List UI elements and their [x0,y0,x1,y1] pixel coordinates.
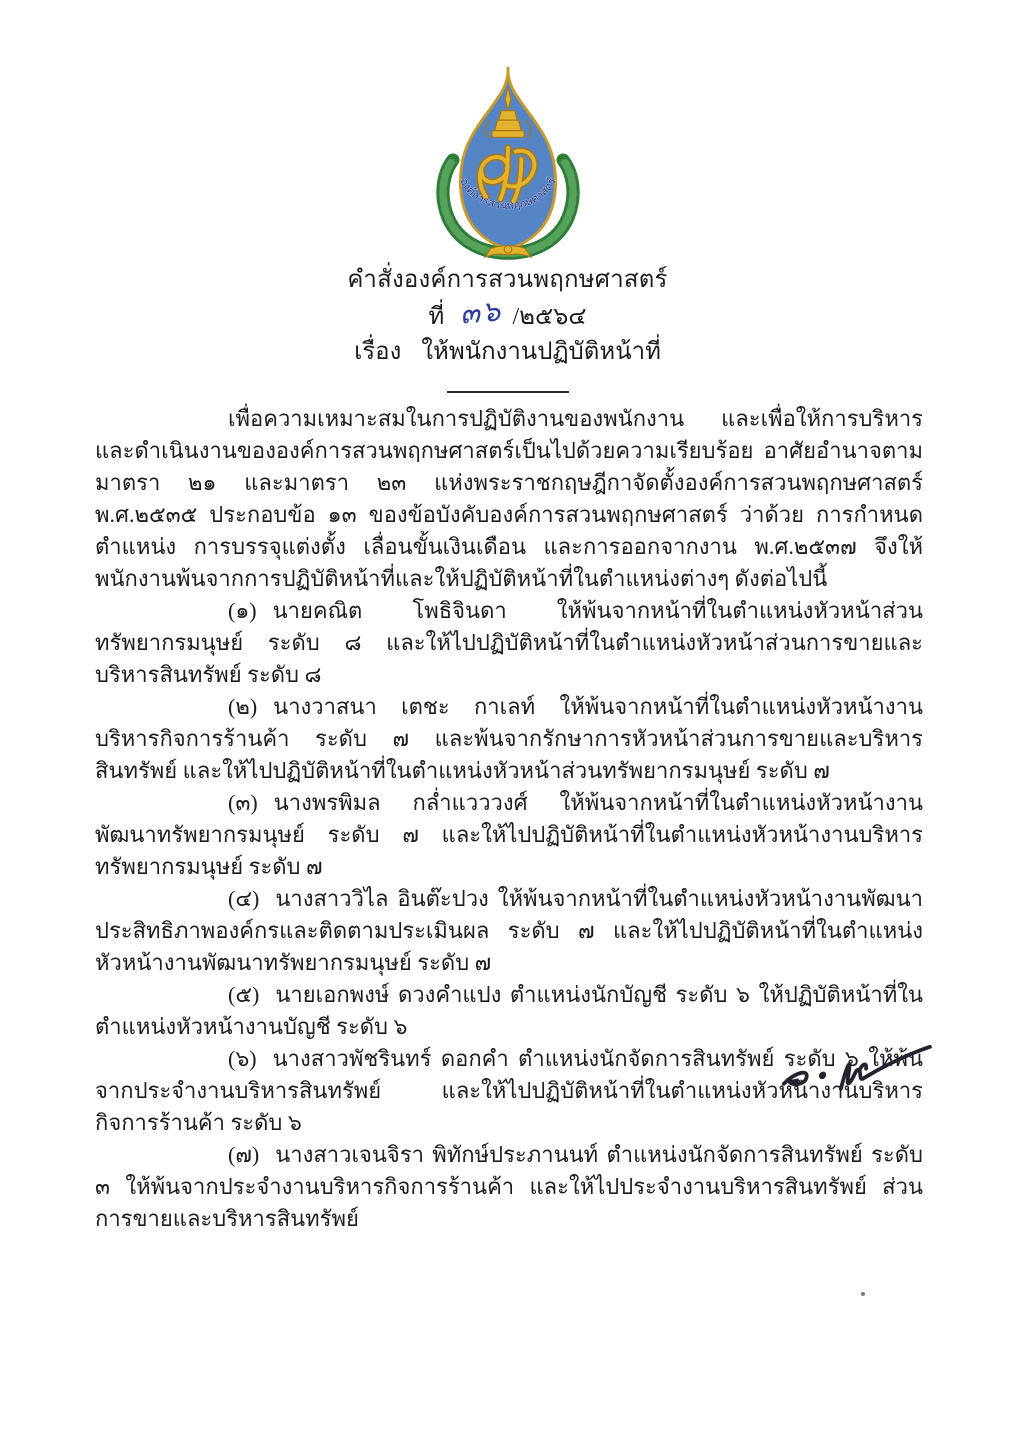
handwritten-number: ๓๖ [458,293,504,331]
order-item-3 [95,787,923,883]
document-header [0,64,1015,393]
item-number: (๒) [228,694,258,719]
item-text: นางสาววิไล อินต๊ะปวง ให้พ้นจากหน้าที่ในตำแหน่งหัวหน้างานพัฒนาประสิทธิภาพองค์กรและติดตามประเมินผล ระดับ ๗ และให้ไปปฏิบัติหน้าที่ในตำแหน่งหัวหน้างานพัฒนาทรัพยากรมนุษย์ ระดับ ๗ [95,886,923,975]
seal-icon [432,64,584,260]
item-text: นางวาสนา เตชะ กาเลท์ ให้พ้นจากหน้าที่ในตำแหน่งหัวหน้างานบริหารกิจการร้านค้า ระดับ ๗ และพ้นจากรักษาการหัวหน้าส่วนการขายและบริหารสินทรัพย์ และให้ไปปฏิบัติหน้าที่ในตำแหน่งหัวหน้าส่วนทรัพยากรมนุษย์ ระดับ ๗ [95,694,923,783]
item-number: (๑) [228,598,257,623]
item-text: นางพรพิมล กล่ำแวววงศ์ ให้พ้นจากหน้าที่ในตำแหน่งหัวหน้างานพัฒนาทรัพยากรมนุษย์ ระดับ ๗ และให้ไปปฏิบัติหน้าที่ในตำแหน่งหัวหน้างานบริหารทรัพยากรมนุษย์ ระดับ ๗ [95,790,923,879]
item-number: (๕) [228,982,260,1007]
item-text: นางสาวเจนจิรา พิทักษ์ประภานนท์ ตำแหน่งนักจัดการสินทรัพย์ ระดับ ๓ ให้พ้นจากประจำงานบริหารกิจการร้านค้า และให้ไปประจำงานบริหารสินทรัพย์ ส่วนการขายและบริหารสินทรัพย์ [95,1142,923,1231]
order-item-2 [95,691,923,787]
item-number: (๖) [228,1046,257,1071]
document-number-line [0,293,1015,335]
order-item-7 [95,1139,923,1235]
item-number: (๔) [228,886,260,911]
subject-text: ให้พนักงานปฏิบัติหน้าที่ [421,339,661,365]
item-text: นายเอกพงษ์ ดวงคำแปง ตำแหน่งนักบัญชี ระดับ ๖ ให้ปฏิบัติหน้าที่ในตำแหน่งหัวหน้างานบัญชี ระดับ ๖ [95,982,923,1039]
ink-speck [861,1292,865,1296]
seal-arc-text: องค์การสวนพฤกษศาสตร์ [456,176,559,213]
organization-seal-logo [0,64,1015,260]
item-number: (๓) [228,790,258,815]
item-text: นายคณิต โพธิจินดา ให้พ้นจากหน้าที่ในตำแหน่งหัวหน้าส่วนทรัพยากรมนุษย์ ระดับ ๘ และให้ไปปฏิบัติหน้าที่ในตำแหน่งหัวหน้าส่วนการขายและบริหารสินทรัพย์ ระดับ ๘ [95,598,923,687]
order-item-1 [95,595,923,691]
subject-label: เรื่อง [354,339,402,365]
header-divider [447,391,569,393]
signature-initials [772,1032,940,1102]
subject-line [0,335,1015,370]
item-text: นางสาวพัชรินทร์ ดอกคำ ตำแหน่งนักจัดการสินทรัพย์ ระดับ ๖ ให้พ้นจากประจำงานบริหารสินทรัพย์ และให้ไปปฏิบัติหน้าที่ในตำแหน่งหัวหน้างานบริหารกิจการร้านค้า ระดับ ๖ [95,1046,923,1135]
item-number: (๗) [228,1142,260,1167]
document-title: คำสั่งองค์การสวนพฤกษศาสตร์ [347,267,668,293]
number-label: ที่ [428,304,445,330]
document-body [95,403,923,1235]
order-item-4 [95,883,923,979]
intro-paragraph: เพื่อความเหมาะสมในการปฏิบัติงานของพนักงาน และเพื่อให้การบริหารและดำเนินงานขององค์การสวนพฤกษศาสตร์เป็นไปด้วยความเรียบร้อย อาศัยอำนาจตามมาตรา ๒๑ และมาตรา ๒๓ แห่งพระราชกฤษฎีกาจัดตั้งองค์การสวนพฤกษศาสตร์ พ.ศ.๒๕๓๕ ประกอบข้อ ๑๓ ของข้อบังคับองค์การสวนพฤกษศาสตร์ ว่าด้วย การกำหนดตำแหน่ง การบรรจุแต่งตั้ง เลื่อนขั้นเงินเดือน และการออกจากงาน พ.ศ.๒๕๓๗ จึงให้พนักงานพ้นจากการปฏิบัติหน้าที่และให้ปฏิบัติหน้าที่ในตำแหน่งต่างๆ ดังต่อไปนี้ [95,406,923,591]
number-year: /๒๕๖๔ [512,304,587,330]
